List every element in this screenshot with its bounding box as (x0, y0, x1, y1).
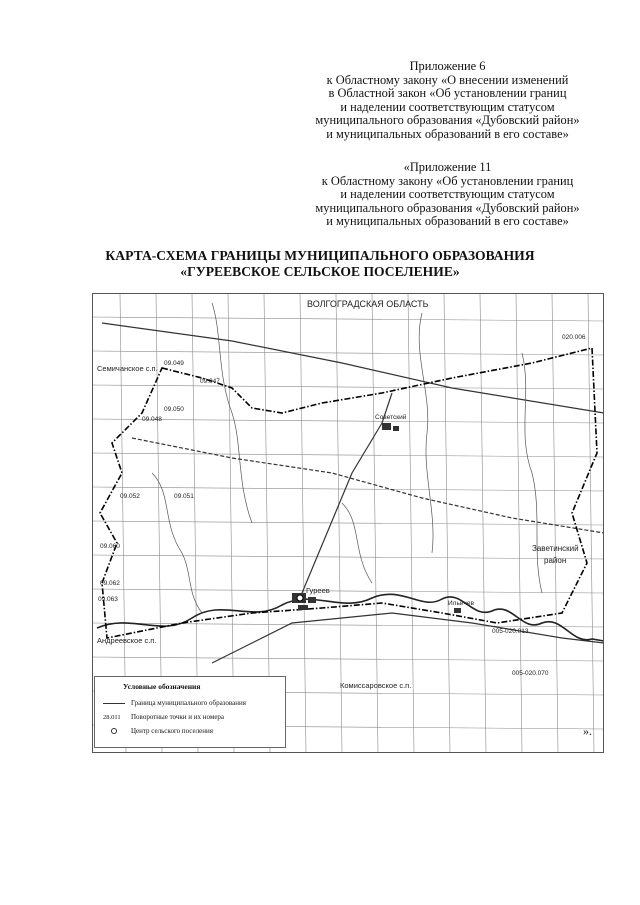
appendix-6-line: и муниципальных образований в его составе» (326, 126, 569, 141)
legend-row-center (103, 727, 281, 737)
turning-point-label: 005-020.070 (512, 670, 549, 677)
grid-line (92, 589, 604, 593)
railway (132, 438, 604, 533)
grid-line (92, 385, 604, 389)
legend-boundary-symbol (103, 699, 125, 708)
appendix-6-line: муниципального образования «Дубовский район» (315, 113, 580, 128)
grid-line (480, 293, 486, 753)
turning-point-label: 09.048 (142, 416, 162, 423)
map-title (60, 248, 580, 279)
map-title-line: КАРТА-СХЕМА ГРАНИЦЫ МУНИЦИПАЛЬНОГО ОБРАЗОВАНИЯ (105, 248, 535, 263)
settlement-label: Советский (375, 414, 407, 421)
appendix-11-line: и муниципальных образований в его составе» (326, 214, 569, 229)
closing-quote: ». (583, 724, 592, 738)
grid-line (92, 351, 604, 355)
legend-title: Условные обозначения (123, 682, 201, 691)
appendix-11-line: к Областному закону «Об установлении границ (321, 173, 574, 188)
grid-line (552, 293, 558, 753)
legend-row-boundary (103, 699, 281, 709)
legend-label: Центр сельского поселения (131, 727, 213, 735)
appendix-11-header (280, 161, 615, 229)
neighbor-label: Комиссаровское с.п. (340, 681, 412, 690)
appendix-11-title: «Приложение 11 (403, 160, 492, 174)
road-north-south (302, 393, 392, 593)
settlement-label: Гуреев (306, 586, 330, 595)
grid-line (92, 521, 604, 525)
settlement-center-marker (297, 595, 303, 601)
appendix-6-title: Приложение 6 (409, 59, 486, 73)
grid-line (92, 555, 604, 559)
turning-point-label: 09.052 (120, 493, 140, 500)
turning-point-label: 09.050 (164, 406, 184, 413)
settlement-ilichev (454, 608, 461, 613)
settlement-sovetsky (382, 423, 399, 431)
neighbor-label: Андреевское с.п. (97, 636, 157, 645)
appendix-11-line: муниципального образования «Дубовский район» (315, 200, 580, 215)
map-title-line: «ГУРЕЕВСКОЕ СЕЛЬСКОЕ ПОСЕЛЕНИЕ» (180, 263, 460, 279)
turning-point-label: 005-020.013 (492, 628, 529, 635)
appendix-6-header (280, 60, 615, 142)
turning-point-label: 09.047 (200, 378, 220, 385)
legend-label: Поворотные точки и их номера (131, 713, 225, 721)
region-label: ВОЛГОГРАДСКАЯ ОБЛАСТЬ (307, 299, 429, 309)
settlement-label: Ильичев (448, 600, 474, 607)
turning-point-label: 09.062 (100, 580, 120, 587)
district-label: Заветинский (532, 544, 579, 553)
neighbor-label: Семичанское с.п. (97, 364, 158, 373)
grid-line (300, 293, 306, 753)
turning-point-label: 09.051 (174, 493, 194, 500)
appendix-6-line: в Областной закон «Об установлении границ (328, 86, 567, 101)
map-legend (94, 676, 286, 748)
main-road (102, 323, 604, 413)
grid-line (92, 419, 604, 423)
settlement-gureev (292, 593, 316, 610)
legend-center-symbol (103, 727, 125, 736)
grid-line (92, 487, 604, 491)
legend-point-symbol: 28.011 (103, 714, 121, 721)
grid-line (516, 293, 522, 753)
appendix-6-line: и наделении соответствующим статусом (340, 99, 555, 114)
district-label: район (544, 556, 567, 565)
legend-row-points (103, 713, 281, 723)
turning-point-label: 09.049 (164, 360, 184, 367)
grid-line (92, 317, 604, 321)
appendix-11-line: и наделении соответствующим статусом (340, 187, 555, 202)
appendix-6-line: к Областному закону «О внесении изменений (326, 72, 569, 87)
turning-point-label: 09.060 (100, 543, 120, 550)
legend-label: Граница муниципального образования (131, 699, 246, 707)
turning-point-label: 09.063 (98, 596, 118, 603)
grid-line (444, 293, 450, 753)
road-south (212, 613, 604, 663)
grid-line (92, 657, 604, 661)
turning-point-label: 020.006 (562, 334, 586, 341)
